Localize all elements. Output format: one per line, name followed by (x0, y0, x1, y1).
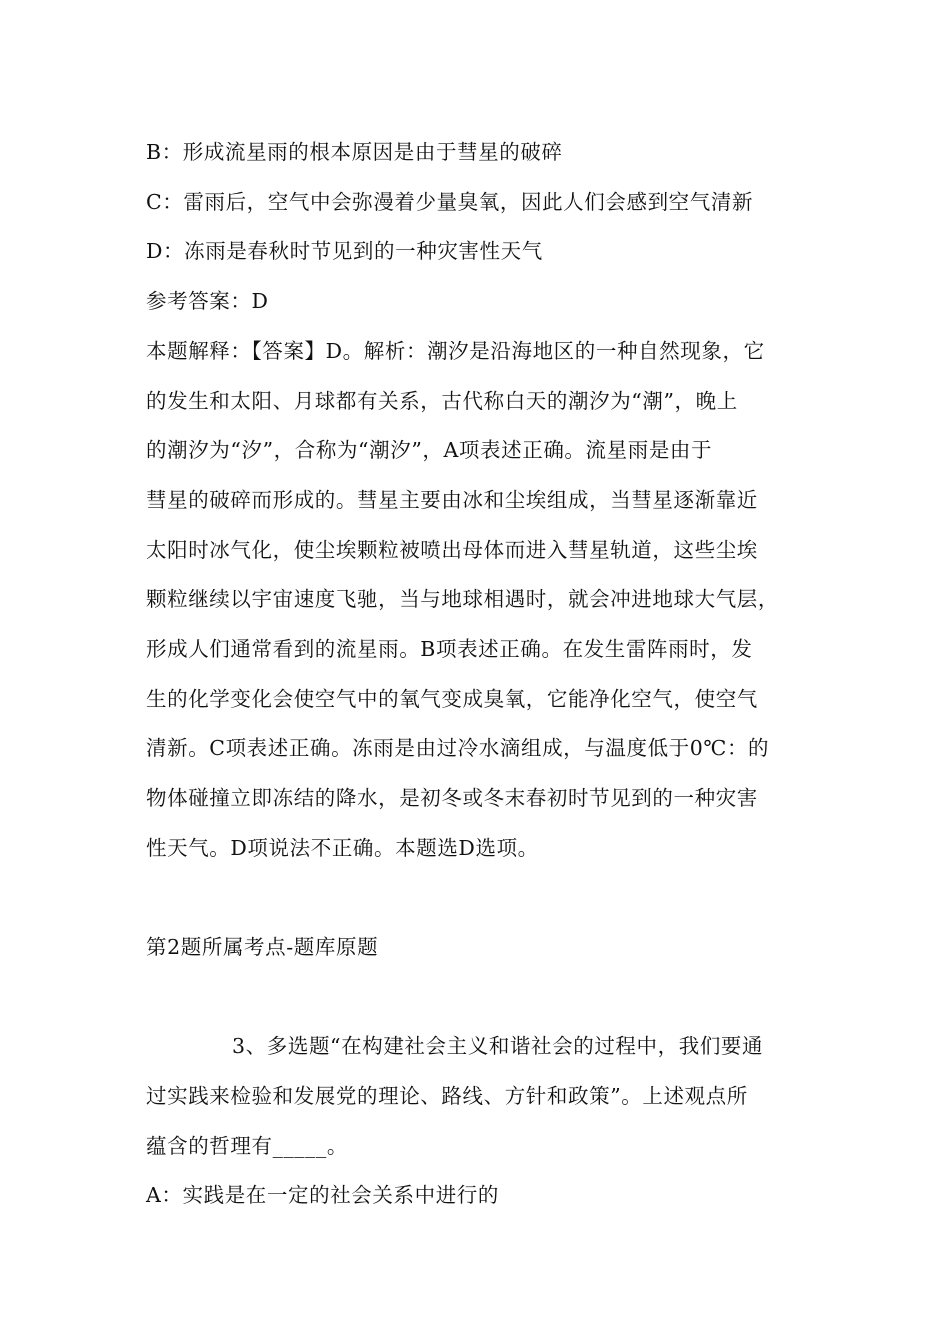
explanation-line: 的发生和太阳、月球都有关系，古代称白天的潮汐为“潮”，晚上 (146, 389, 738, 413)
explanation-line: 彗星的破碎而形成的。彗星主要由冰和尘埃组成，当彗星逐渐靠近 (146, 488, 758, 512)
explanation-line: 清新。C项表述正确。冻雨是由过冷水滴组成，与温度低于0℃：的 (146, 736, 770, 760)
reference-answer: 参考答案：D (146, 289, 269, 313)
explanation-line: 本题解释：【答案】D。解析：潮汐是沿海地区的一种自然现象，它 (146, 339, 765, 363)
option-c: C：雷雨后，空气中会弥漫着少量臭氧，因此人们会感到空气清新 (146, 190, 754, 214)
explanation-line: 的潮汐为“汐”，合称为“潮汐”，A项表述正确。流星雨是由于 (146, 438, 713, 462)
explanation-line: 形成人们通常看到的流星雨。B项表述正确。在发生雷阵雨时，发 (146, 637, 753, 661)
option-a: A：实践是在一定的社会关系中进行的 (146, 1183, 500, 1207)
question-line: 过实践来检验和发展党的理论、路线、方针和政策”。上述观点所 (146, 1084, 748, 1108)
question-line: 蕴含的哲理有_____。 (146, 1134, 348, 1158)
explanation-line: 生的化学变化会使空气中的氧气变成臭氧，它能净化空气，使空气 (146, 687, 758, 711)
explanation-line: 性天气。D项说法不正确。本题选D选项。 (146, 836, 539, 860)
explanation-line: 颗粒继续以宇宙速度飞驰，当与地球相遇时，就会冲进地球大气层， (146, 587, 779, 611)
explanation-line: 物体碰撞立即冻结的降水，是初冬或冬末春初时节见到的一种灾害 (146, 786, 758, 810)
knowledge-point: 第2题所属考点-题库原题 (146, 935, 379, 959)
option-b: B：形成流星雨的根本原因是由于彗星的破碎 (146, 140, 563, 164)
explanation-line: 太阳时冰气化，使尘埃颗粒被喷出母体而进入彗星轨道，这些尘埃 (146, 538, 758, 562)
question-line: 3、多选题“在构建社会主义和谐社会的过程中，我们要通 (232, 1034, 764, 1058)
option-d: D：冻雨是春秋时节见到的一种灾害性天气 (146, 239, 543, 263)
